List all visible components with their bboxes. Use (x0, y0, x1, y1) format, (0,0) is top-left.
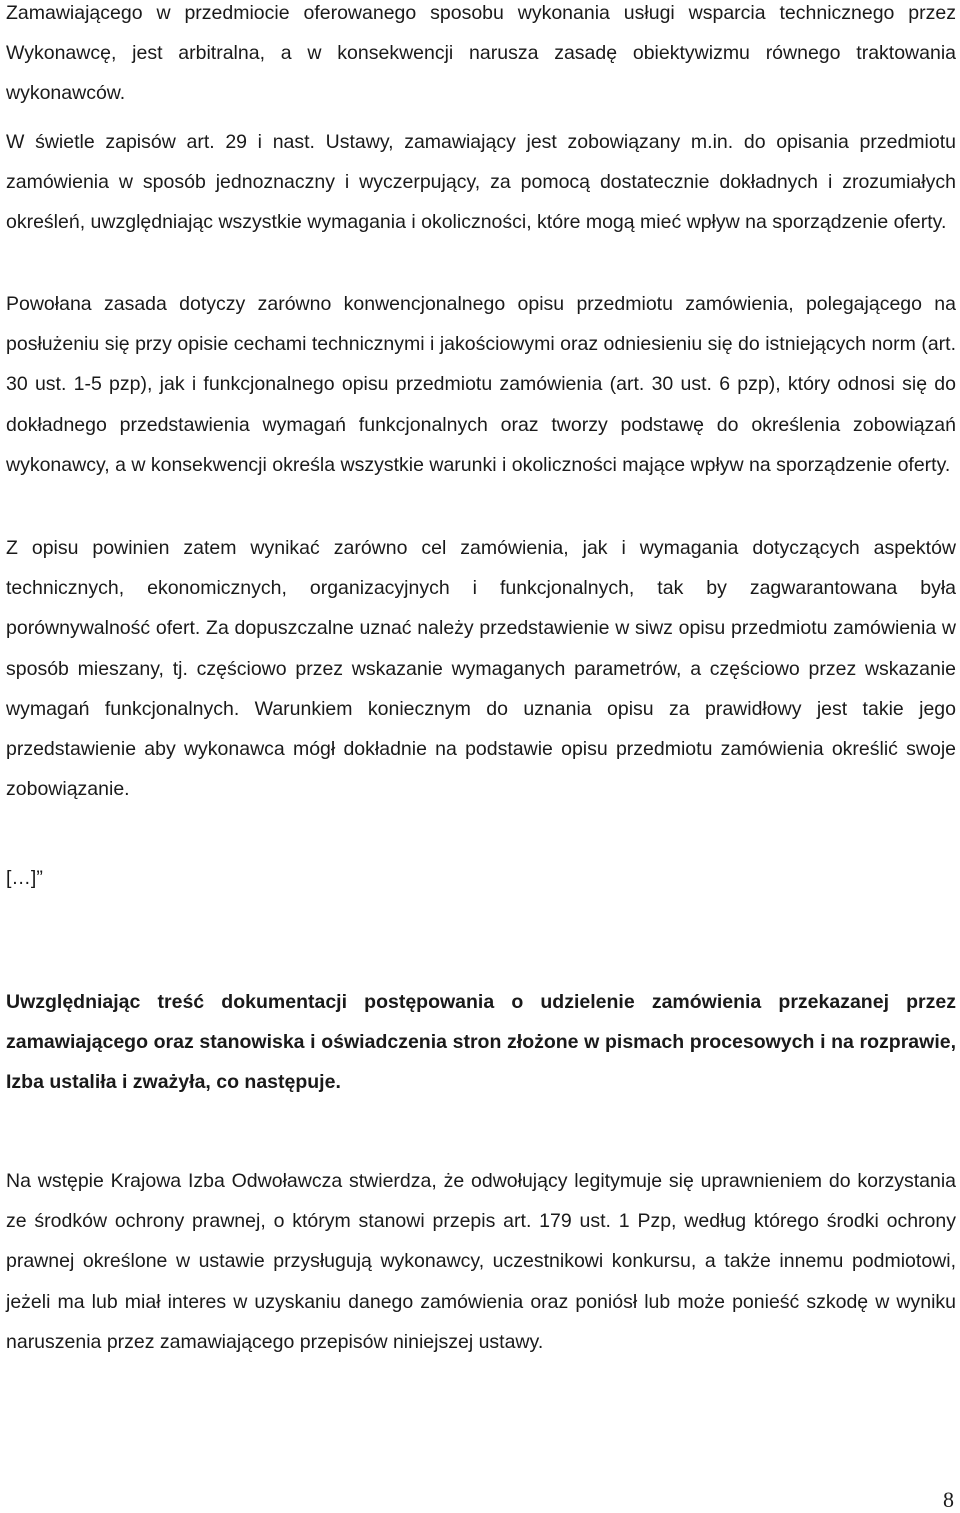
quote-ellipsis: […]” (6, 867, 43, 889)
paragraph-intro: Zamawiającego w przedmiocie oferowanego sposobu wykonania usługi wsparcia technicznego przez Wykonawcę, jest arbitralna, a w konsekwencji narusza zasadę obiektywizmu równego traktowania wykonawców. (6, 2, 956, 105)
page-number: 8 (943, 1487, 954, 1512)
paragraph-zasada: Powołana zasada dotyczy zarówno konwencjonalnego opisu przedmiotu zamówienia, polegającego na posłużeniu się przy opisie cechami technicznymi i jakościowymi oraz odniesieniu się do istniejących norm (art. 30 ust. 1-5 pzp), jak i funkcjonalnego opisu przedmiotu zamówienia (art. 30 ust. 6 pzp), który odnosi się do dokładnego przedstawienia wymagań funkcjonalnych oraz tworzy podstawę do określenia zobowiązań wykonawcy, a w konsekwencji określa wszystkie warunki i okoliczności mające wpływ na sporządzenie oferty. (6, 293, 956, 476)
section-heading: Uwzględniając treść dokumentacji postępowania o udzielenie zamówienia przekazanej przez zamawiającego oraz stanowiska i oświadczenia stron złożone w pismach procesowych i na rozprawie, Izba ustaliła i zważyła, co następuje. (6, 990, 956, 1093)
paragraph-kio: Na wstępie Krajowa Izba Odwoławcza stwierdza, że odwołujący legitymuje się uprawnieniem do korzystania ze środków ochrony prawnej, o którym stanowi przepis art. 179 ust. 1 Pzp, według którego środki ochrony prawnej określone w ustawie przysługują wykonawcy, uczestnikowi konkursu, a także innemu podmiotowi, jeżeli ma lub miał interes w uzyskaniu danego zamówienia oraz poniósł lub może ponieść szkodę w wyniku naruszenia przez zamawiającego przepisów niniejszej ustawy. (6, 1170, 956, 1353)
paragraph-art29: W świetle zapisów art. 29 i nast. Ustawy, zamawiający jest zobowiązany m.in. do opisania przedmiotu zamówienia w sposób jednoznaczny i wyczerpujący, za pomocą dostatecznie dokładnych i zrozumiałych określeń, uwzględniając wszystkie wymagania i okoliczności, które mogą mieć wpływ na sporządzenie oferty. (6, 131, 956, 234)
paragraph-opis: Z opisu powinien zatem wynikać zarówno cel zamówienia, jak i wymagania dotyczących aspektów technicznych, ekonomicznych, organizacyjnych i funkcjonalnych, tak by zagwarantowana była porównywalność ofert. Za dopuszczalne uznać należy przedstawienie w siwz opisu przedmiotu zamówienia w sposób mieszany, tj. częściowo przez wskazanie wymaganych parametrów, a częściowo przez wskazanie wymagań funkcjonalnych. Warunkiem koniecznym do uznania opisu za prawidłowy jest takie jego przedstawienie aby wykonawca mógł dokładnie na podstawie opisu przedmiotu zamówienia określić swoje zobowiązanie. (6, 537, 956, 801)
